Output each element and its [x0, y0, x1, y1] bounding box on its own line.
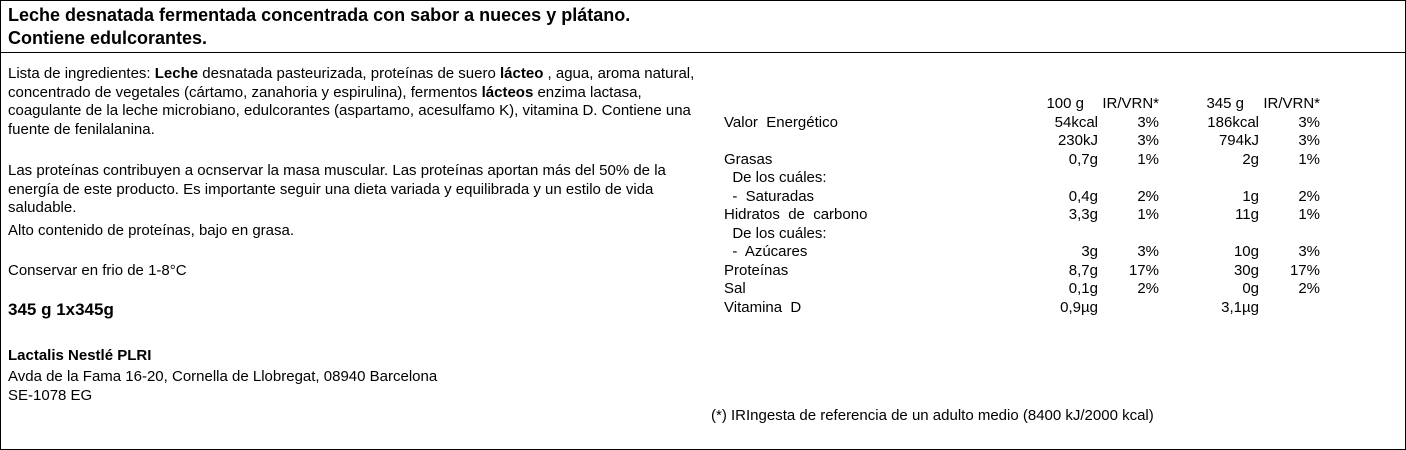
- nutrition-row-2-label: Grasas: [724, 150, 773, 168]
- company-name: Lactalis Nestlé PLRI: [8, 347, 152, 364]
- nutrition-row-9-v1: 0,1g: [1068, 280, 1098, 297]
- ingredients-prefix: Lista de ingredientes:: [8, 65, 155, 82]
- nutrition-row-0-label: Valor Energético: [724, 113, 838, 131]
- nutrition-row-5-v1: 3,3g: [1068, 206, 1098, 223]
- nutrition-row-8-v1: 8,7g: [1068, 261, 1098, 279]
- nutrition-header-1: IR/VRN*: [1102, 95, 1159, 112]
- nutrition-row-7-v1: 3g: [1081, 243, 1098, 260]
- nutrition-row-8-label: Proteínas: [724, 261, 789, 279]
- nutrition-row-2-v1: 0,7g: [1068, 150, 1098, 168]
- nutrition-row-0-r1: 3%: [1137, 113, 1159, 131]
- net-quantity: 345 g 1x345g: [8, 300, 114, 319]
- nutrition-row-10-v1: 0,9µg: [1060, 298, 1098, 316]
- nutrition-row-9-v2: 0g: [1242, 280, 1259, 297]
- company-address: Avda de la Fama 16-20, Cornella de Llobregat, 08940 Barcelona: [8, 368, 438, 385]
- nutrition-row-9-r1: 2%: [1137, 280, 1159, 297]
- nutrition-row-7-r1: 3%: [1137, 243, 1159, 260]
- ingredients-text: [8, 65, 698, 139]
- nutrition-row-4-v1: 0,4g: [1068, 187, 1098, 205]
- nutrition-row-4-r2: 2%: [1298, 187, 1320, 205]
- product-title: Leche desnatada fermentada concentrada con sabor a nueces y plátano. Contiene edulcorantes.: [8, 5, 631, 48]
- nutrition-row-10-v2: 3,1µg: [1221, 298, 1259, 316]
- nutrition-header-3: IR/VRN*: [1263, 95, 1320, 112]
- nutrition-row-5-r1: 1%: [1137, 206, 1159, 223]
- nutrition-row-1-v2: 794kJ: [1218, 132, 1259, 149]
- nutrition-row-0-r2: 3%: [1298, 113, 1320, 131]
- nutrition-row-5-v2: 11g: [1235, 206, 1259, 223]
- nutrition-row-8-r2: 17%: [1289, 261, 1320, 279]
- nutrition-row-1-r1: 3%: [1137, 132, 1159, 149]
- nutrition-row-9-r2: 2%: [1298, 280, 1320, 297]
- nutrition-row-1-v1: 230kJ: [1057, 132, 1098, 149]
- ingredients-part-3: , agua, aroma natural, concentrado de vegetales (cártamo, zanahoria y espirulina), fermentos: [8, 65, 695, 101]
- ingredients-part-4: enzima lactasa, coagulante de la leche microbiano, edulcorantes (aspartamo, acesulfamo K), vitamina D. Contiene una fuente de fenilalanina.: [8, 83, 691, 138]
- nutrition-row-2-v2: 2g: [1242, 150, 1259, 168]
- protein-claims: Las proteínas contribuyen a ocnservar la masa muscular. Las proteínas aportan más del 50% de la energía de este producto. Es importante seguir una dieta variada y equilibrada y un estilo de vida saludable.: [8, 162, 666, 216]
- nutrition-row-3-label: De los cuáles:: [724, 169, 827, 186]
- nutrition-table: [724, 95, 1344, 325]
- nutrition-claims: Alto contenido de proteínas, bajo en grasa.: [8, 222, 295, 239]
- nutrition-row-4-v2: 1g: [1242, 187, 1259, 205]
- nutrition-row-0-v2: 186kcal: [1207, 113, 1259, 131]
- nutrition-row-10-label: Vitamina D: [724, 298, 802, 316]
- ingredients-part-2: desnatada pasteurizada, proteínas de suero: [198, 65, 500, 82]
- nutrition-row-4-r1: 2%: [1137, 187, 1159, 205]
- allergen-lacteos: lácteos: [481, 83, 534, 101]
- storage-instructions: Conservar en frio de 1-8°C: [8, 262, 187, 279]
- nutrition-row-9-label: Sal: [724, 280, 746, 297]
- title-box: [1, 1, 1405, 53]
- nutrition-row-4-label: - Saturadas: [724, 187, 815, 205]
- nutrition-header-2: 345 g: [1206, 95, 1244, 112]
- nutrition-header-0: 100 g: [1046, 95, 1084, 112]
- nutrition-row-8-r1: 17%: [1128, 261, 1159, 279]
- nutrition-row-5-r2: 1%: [1298, 206, 1320, 223]
- allergen-lacteo: lácteo: [500, 65, 544, 82]
- nutrition-row-2-r1: 1%: [1137, 150, 1159, 168]
- health-mark-code: SE-1078 EG: [8, 387, 93, 404]
- nutrition-row-1-r2: 3%: [1298, 132, 1320, 149]
- nutrition-row-0-v1: 54kcal: [1054, 113, 1098, 131]
- nutrition-row-5-label: Hidratos de carbono: [724, 206, 868, 223]
- nutrition-row-7-r2: 3%: [1298, 243, 1320, 260]
- nutrition-row-7-v2: 10g: [1233, 243, 1259, 260]
- reference-intake-footnote: (*) IRIngesta de referencia de un adulto medio (8400 kJ/2000 kcal): [711, 407, 1154, 424]
- nutrition-row-6-label: De los cuáles:: [724, 224, 827, 242]
- allergen-leche: Leche: [154, 65, 199, 82]
- nutrition-row-8-v2: 30g: [1233, 261, 1259, 279]
- nutrition-row-7-label: - Azúcares: [724, 243, 808, 260]
- nutrition-row-2-r2: 1%: [1298, 150, 1320, 168]
